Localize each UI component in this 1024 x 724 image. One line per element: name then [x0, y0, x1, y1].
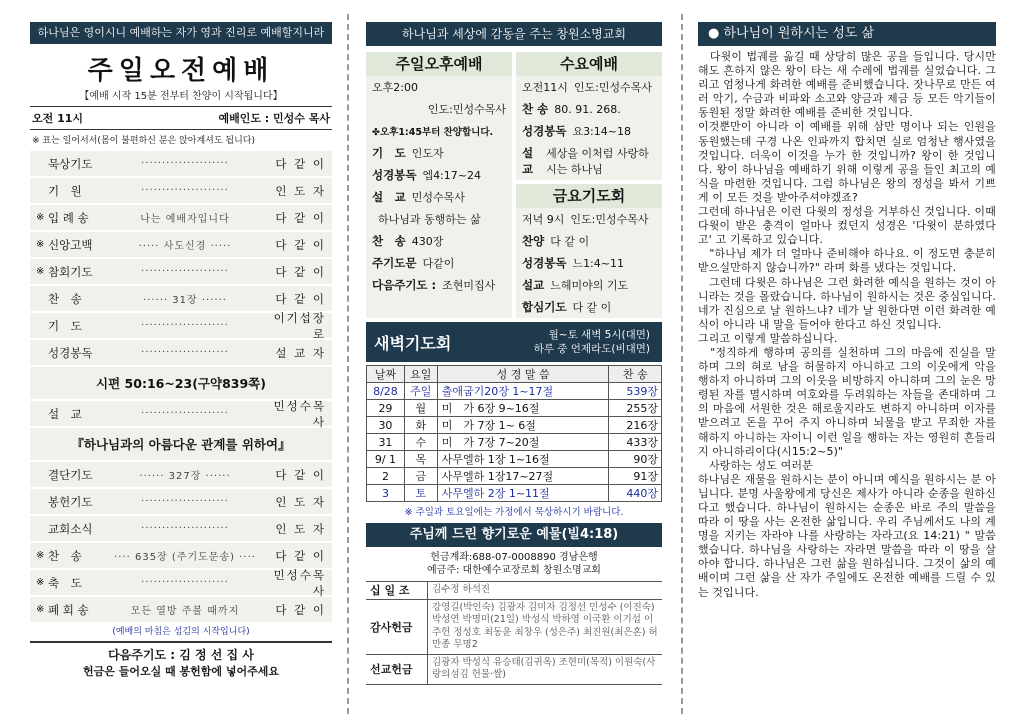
wednesday-time-line: 오전11시 인도:민성수목사 [522, 81, 652, 94]
service-time: 오전 11시 [32, 112, 84, 125]
row-value: 세상을 이처럼 사랑하시는 하나님 [546, 147, 649, 176]
row-value: 엡4:17~24 [422, 169, 481, 182]
panel-row [366, 252, 512, 274]
row-key: 찬양 [522, 234, 545, 248]
order-person: 설 교 자 [275, 345, 326, 360]
afternoon-leader: 인도:민성수목사 [427, 103, 506, 116]
order-item [30, 149, 332, 176]
table-cell: 주일 [404, 383, 437, 400]
order-name: 기 도 [48, 318, 82, 333]
paragraph: 사랑하는 성도 여러분 [698, 458, 813, 472]
friday-service-panel [516, 184, 662, 318]
order-name: 봉헌기도 [48, 494, 93, 509]
service-info [30, 106, 332, 130]
order-person: 다 같 이 [275, 467, 326, 482]
table-row [367, 417, 662, 434]
row-value: 다 같 이 [572, 301, 612, 314]
table-cell: 2 [367, 468, 405, 485]
order-person: 인 도 자 [275, 521, 326, 536]
end-note: (예배의 마침은 섬김의 시작입니다) [112, 627, 250, 637]
row-key: 찬 송 [372, 234, 406, 248]
verse-header: 하나님은 영이시니 예배하는 자가 영과 진리로 예배할지니라 [30, 22, 332, 44]
row-value: 하나님과 동행하는 삶 [378, 213, 481, 226]
order-detail: ····················· [141, 523, 229, 534]
friday-title: 금요기도회 [516, 184, 662, 208]
order-person: 다 같 이 [275, 548, 326, 563]
order-person: 다 같 이 [275, 237, 326, 252]
order-person: 인 도 자 [275, 494, 326, 509]
order-item [30, 514, 332, 541]
table-cell: 사무엘하 1장17~27절 [437, 468, 609, 485]
table-cell: 216장 [609, 417, 662, 434]
afternoon-title: 주일오후예배 [366, 52, 512, 76]
afternoon-time: 오후2:00 [372, 81, 418, 94]
order-detail: ···· 635장 (주기도문송) ···· [114, 552, 256, 563]
table-row [367, 451, 662, 468]
order-detail: 나는 예배자입니다 [140, 214, 230, 225]
afternoon-praise: ✤오후1:45부터 찬양합니다. [372, 127, 494, 138]
table-cell: 30 [367, 417, 405, 434]
order-item [30, 257, 332, 284]
dawn-times: 월~토 새벽 5시(대면) 하루 중 언제라도(비대면) [533, 329, 650, 355]
order-person: 인 도 자 [275, 183, 326, 198]
paragraph: "정직하게 행하며 공의를 실천하며 그의 마음에 진실을 말하며 그의 혀로 남을 허물하지 아니하고 그의 이웃에게 악을 행하지 아니하며 그의 이웃을 비방하지 아니하며 그의 눈은 망령된 자를 멸시하며 여호와를 두려워하는 자들을 존대하며 그의 마음에 서원한 것은 해로울지라도 변하지 아니하며 이자를 받으려고 돈을 꾸어 주지 아니하며 뇌물을 받고 무죄한 자를 해하지 아니하는 자이니 이런 일을 행하는 자는 영원히 흔들리지 아니하리이다(시15:2~5)" [698, 345, 996, 458]
dawn-title: 새벽기도회 [374, 333, 452, 353]
mark: ※ [36, 266, 45, 277]
row-key: 기 도 [372, 146, 406, 160]
order-item [30, 460, 332, 487]
order-item [30, 176, 332, 203]
mark: ※ [36, 212, 45, 223]
row-key: 성경봉독 [522, 124, 567, 138]
order-item [30, 487, 332, 514]
table-cell: 사무엘하 1장 1~16절 [437, 451, 609, 468]
row-key: 성경봉독 [522, 256, 567, 270]
table-cell: 목 [404, 451, 437, 468]
row-key: 주기도문 [372, 256, 417, 270]
panel-row [516, 230, 662, 252]
divider [681, 14, 683, 714]
table-header: 찬 송 [609, 366, 662, 383]
reading-table [366, 365, 662, 502]
mark: ※ [36, 239, 45, 250]
row-key: 설교 [522, 278, 545, 292]
offering-note: 헌금은 들어오실 때 봉헌함에 넣어주세요 [83, 665, 279, 678]
offering-names: 강영길(박인숙) 김광자 김미자 김정선 민성수 (이진숙) 박성연 박명미(21일) 박성식 박하영 이국환 이기섭 이주헌 정성호 최동윤 최창우 (성은주) 최진원(최은혼) 허만종 무명2 [432, 601, 658, 650]
order-item [30, 541, 332, 568]
schedule-column [366, 22, 662, 685]
panel-row [366, 142, 512, 164]
sermon-title: 『하나님과의 아름다운 관계를 위하여』 [30, 426, 332, 460]
table-cell: 9/ 1 [367, 451, 405, 468]
row-key: 합심기도 [522, 300, 567, 314]
order-detail: ····················· [141, 266, 229, 277]
table-cell: 90장 [609, 451, 662, 468]
dawn-prayer-banner [366, 322, 662, 362]
order-person: 다 같 이 [275, 210, 326, 225]
table-header: 성 경 말 씀 [437, 366, 609, 383]
order-name: 교회소식 [48, 521, 93, 536]
order-detail: ······ 31장 ······ [143, 295, 227, 306]
table-cell: 440장 [609, 485, 662, 502]
order-person: 다 같 이 [275, 291, 326, 306]
panel-row [516, 120, 662, 142]
table-header: 요일 [404, 366, 437, 383]
panel-row [366, 186, 512, 208]
offering-row [366, 582, 662, 600]
order-detail: ····················· [141, 496, 229, 507]
row-value: 인도자 [411, 147, 444, 160]
row-key: 다음주기도 : [372, 278, 437, 292]
table-cell: 433장 [609, 434, 662, 451]
offering-type: 십 일 조 [366, 582, 428, 599]
scripture-reference: 시편 50:16~23(구약839쪽) [30, 365, 332, 399]
table-row [367, 468, 662, 485]
row-value: 다 같 이 [550, 235, 590, 248]
row-key: 설 교 [372, 190, 406, 204]
afternoon-service-panel [366, 52, 512, 318]
row-value: 80. 91. 268. [554, 102, 621, 116]
order-detail: ····················· [141, 158, 229, 169]
panel-row [366, 164, 512, 186]
order-person: 다 같 이 [275, 156, 326, 171]
morning-worship-column [30, 22, 332, 679]
account-info: 헌금계좌:688-07-0008890 경남은행 예금주: 대한예수교장로회 창원소명교회 [427, 552, 601, 576]
order-detail: ····················· [141, 185, 229, 196]
table-cell: 539장 [609, 383, 662, 400]
offering-row [366, 600, 662, 655]
table-cell: 토 [404, 485, 437, 502]
order-detail: 모든 열방 주볼 때까지 [130, 606, 240, 617]
order-item [30, 203, 332, 230]
row-key: 설 교 [522, 146, 534, 176]
table-row [367, 434, 662, 451]
table-row [367, 383, 662, 400]
order-name: 묵상기도 [48, 156, 93, 171]
order-name: 축 도 [48, 575, 82, 590]
order-name: 성경봉독 [48, 345, 93, 360]
table-cell: 미 가 7장 1~ 6절 [437, 417, 609, 434]
row-value: 느헤미야의 기도 [550, 279, 629, 292]
order-item [30, 284, 332, 311]
mark: ※ [36, 577, 45, 588]
row-value: 민성수목사 [411, 191, 465, 204]
paragraph: 이것뿐만이 아니라 이 예배를 위해 삼만 명이나 되는 인원을 동원했는데 구경 나온 인파까지 합치면 실로 엄청난 행사였을 것입니다. 더욱이 이것을 누가 한 것입니까? 왕이 한 것입니다. 왕이 하나님을 예배하기 위해 이렇게 공을 들인 최고의 예식을 마련한 것입니다. 그럼 하나님은 왕의 정성을 봐서 기쁘게 이 모든 것을 받아주셔야겠죠? [698, 120, 996, 204]
table-cell: 화 [404, 417, 437, 434]
table-cell: 사무엘하 2장 1~11절 [437, 485, 609, 502]
order-detail: ······ 327장 ······ [139, 471, 231, 482]
row-key: 찬 송 [522, 102, 549, 116]
order-name: 결단기도 [48, 467, 93, 482]
divider [347, 14, 349, 714]
order-item [30, 310, 332, 341]
table-cell: 금 [404, 468, 437, 485]
table-cell: 8/28 [367, 383, 405, 400]
subtitle: 【예배 시작 15분 전부터 찬양이 시작됩니다】 [79, 91, 283, 102]
offering-title: 주님께 드린 향기로운 예물(빌4:18) [366, 523, 662, 547]
table-header: 날짜 [367, 366, 405, 383]
panel-row [516, 98, 662, 120]
row-key: 성경봉독 [372, 168, 417, 182]
paragraph: 그리고 이렇게 말씀하십니다. [698, 331, 838, 345]
order-name: 찬 송 [48, 291, 82, 306]
panel-row [516, 252, 662, 274]
order-detail: ····· 사도신경 ····· [138, 241, 232, 252]
friday-time-line: 저녁 9시 인도:민성수목사 [522, 213, 649, 226]
offering-type: 선교헌금 [366, 655, 428, 684]
order-person: 다 같 이 [275, 602, 326, 617]
order-name: 찬 송 [48, 548, 82, 563]
offering-names: 김수정 하석진 [432, 584, 491, 595]
table-cell: 출애굽기20장 1~17절 [437, 383, 609, 400]
order-name: 신앙고백 [48, 237, 93, 252]
order-name: 폐 회 송 [48, 602, 89, 617]
service-leader: 예배인도 : 민성수 목사 [218, 112, 330, 125]
row-value: 조현미집사 [442, 279, 496, 292]
next-prayer-leader: 다음주기도 : 김 정 선 집 사 [30, 641, 332, 663]
table-cell: 91장 [609, 468, 662, 485]
panel-row [366, 208, 512, 230]
table-cell: 255장 [609, 400, 662, 417]
order-name: 참회기도 [48, 264, 93, 279]
panel-row [366, 274, 512, 296]
table-cell: 월 [404, 400, 437, 417]
meditation-column [698, 22, 996, 600]
mark: ※ [36, 604, 45, 615]
order-detail: ····················· [141, 347, 229, 358]
paragraph: 그런데 다윗은 하나님은 그런 화려한 예식을 원하는 것이 아니라는 것을 몰랐습니다. 하나님이 원하시는 것은 중심입니다. 네가 진심으로 날 원하느냐? 네가 날 원한다면 이런 화려한 예식이 아니라 내 말을 들어야 한다고 하신 것입니다. [698, 275, 996, 331]
panel-row [366, 230, 512, 252]
meditation-title: ● 하나님이 원하시는 성도 삶 [698, 22, 996, 46]
table-row [367, 485, 662, 502]
panel-row [516, 274, 662, 296]
paragraph: 다윗이 법궤를 옮길 때 상당히 많은 공을 들입니다. 당시만 해도 흔하지 않은 왕이 타는 새 수레에 법궤를 실었습니다. 그리고 엄청나게 화려한 예배를 준비했습니다. 잣나무로 만든 여러 악기, 수금과 비파와 소고와 양금과 제금 등 모든 악기들이 동원된 정말 화려한 예배를 준비한 것입니다. [698, 50, 996, 120]
order-person: 이기섭장로 [273, 310, 326, 341]
table-cell: 미 가 7장 7~20절 [437, 434, 609, 451]
paragraph: "하나님 제가 더 얼마나 준비해야 하나요. 이 정도면 충분히 받으실만하지 않습니까?" 라며 화를 냈다는 것입니다. [698, 247, 996, 275]
offering-type: 감사헌금 [366, 600, 428, 654]
table-note: ※ 주일과 토요일에는 가정에서 묵상하시기 바랍니다. [404, 507, 624, 518]
wednesday-service-panel [516, 52, 662, 180]
order-item [30, 230, 332, 257]
order-name: 입 례 송 [48, 210, 89, 225]
panel-row [516, 142, 662, 180]
row-value: 다같이 [422, 257, 455, 270]
order-item [30, 338, 332, 365]
panel-row [516, 296, 662, 318]
row-value: 느1:4~11 [572, 257, 624, 270]
order-person: 다 같 이 [275, 264, 326, 279]
order-item [30, 595, 332, 622]
table-cell: 3 [367, 485, 405, 502]
table-cell: 수 [404, 434, 437, 451]
mark: ※ [36, 550, 45, 561]
paragraph: 그런데 하나님은 이런 다윗의 정성을 거부하신 것입니다. 이때 다윗이 받은 충격이 얼마나 컸던지 성경은 '다윗이 분하였다고' 고 기록하고 있습니다. [698, 205, 996, 247]
paragraph: 하나님은 재물을 원하시는 분이 아니며 예식을 원하시는 분 아닙니다. 분명 사울왕에게 당신은 제사가 아니라 순종을 원하신다고 했습니다. 하나님이 원하시는 순종은 바로 주의 말씀을 따라 이 땅을 사는 온전한 삶입니다. 우리 주님께서도 나의 계명을 지키는 자라야 나를 사랑하는 자라고(요 14:21) " 말씀했습니다. 하나님을 사랑하는 자라면 말씀을 따라 이 땅을 살아야 합니다. 하나님은 그런 삶을 원하십니다. 그것이 삶의 예배이며 그런 삶을 산 자가 주일에도 온전한 예배를 드릴 수 있는 것입니다. [698, 472, 996, 599]
offering-names: 김광자 박성식 유승태(김귀옥) 조현미(목적) 이원숙(사랑의섬김 헌물·쌀) [432, 656, 656, 680]
offering-row [366, 655, 662, 685]
offering-list [366, 581, 662, 685]
table-cell: 29 [367, 400, 405, 417]
row-value: 요3:14~18 [572, 125, 631, 138]
order-item: 설 교 ····················· 민성수목사 [30, 399, 332, 426]
row-value: 430장 [411, 235, 444, 248]
order-item [30, 567, 332, 598]
order-person: 민성수목사 [273, 567, 326, 598]
page-title: 주일오전예배 [87, 56, 275, 86]
table-cell: 미 가 6장 9~16절 [437, 400, 609, 417]
order-name: 기 원 [48, 183, 82, 198]
order-detail: ····················· [141, 320, 229, 331]
standing-note: ※ 표는 일어서서(몸이 불편하신 분은 앉아계셔도 됩니다) [32, 136, 255, 146]
meditation-body [698, 50, 996, 600]
table-cell: 31 [367, 434, 405, 451]
wednesday-title: 수요예배 [516, 52, 662, 76]
table-row [367, 400, 662, 417]
church-header: 하나님과 세상에 감동을 주는 창원소명교회 [366, 22, 662, 46]
order-detail: ····················· [141, 577, 229, 588]
